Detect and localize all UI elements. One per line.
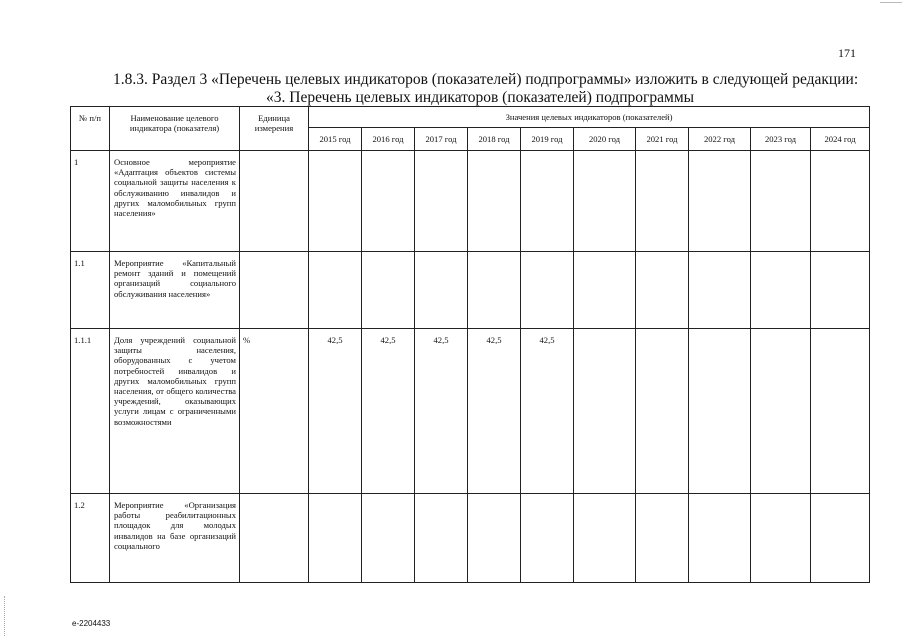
row-number: 1.2 [71,494,110,583]
row-number: 1.1 [71,252,110,329]
header-number: № п/п [71,107,110,151]
value-cell [811,151,870,252]
value-cell [309,252,362,329]
row-number: 1.1.1 [71,329,110,494]
row-number: 1 [71,151,110,252]
header-unit: Единица измерения [240,107,309,151]
table-row [71,494,870,583]
value-cell [751,494,811,583]
value-cell: 42,5 [468,329,521,494]
value-cell [362,494,415,583]
header-year: 2020 год [574,128,636,151]
value-cell: 42,5 [309,329,362,494]
table-title: «3. Перечень целевых индикаторов (показателей) подпрограммы [266,89,695,106]
value-cell [309,494,362,583]
header-year: 2023 год [751,128,811,151]
row-unit [240,252,309,329]
header-indicator-name: Наименование целевого индикатора (показателя) [110,107,240,151]
header-year: 2019 год [521,128,574,151]
row-unit [240,151,309,252]
row-indicator-name: Мероприятие «Капитальный ремонт зданий и помещений организаций социального обслуживания населения» [110,252,240,329]
indicators-table [70,106,870,583]
value-cell [415,252,468,329]
header-year: 2017 год [415,128,468,151]
table-row [71,252,870,329]
value-cell [636,151,689,252]
header-year: 2015 год [309,128,362,151]
value-cell [689,151,751,252]
value-cell [574,494,636,583]
value-cell [751,329,811,494]
value-cell [468,151,521,252]
value-cell [636,252,689,329]
value-cell [362,151,415,252]
value-cell [415,151,468,252]
header-year: 2018 год [468,128,521,151]
table-row [71,329,870,494]
value-cell [468,494,521,583]
section-heading: 1.8.3. Раздел 3 «Перечень целевых индикаторов (показателей) подпрограммы» изложить в следующей редакции: [113,71,859,88]
value-cell [811,494,870,583]
margin-scan-marks [4,596,11,636]
value-cell [811,329,870,494]
header-year: 2022 год [689,128,751,151]
value-cell [636,494,689,583]
row-indicator-name: Доля учреждений социальной защиты населения, оборудованных с учетом потребностей инвалидов и других маломобильных групп населения, от общего количества учреждений, оказывающих услуги лицам с ограниченными возможностями [110,329,240,494]
value-cell [689,252,751,329]
row-indicator-name: Мероприятие «Организация работы реабилитационных площадок для молодых инвалидов на базе организаций социального [110,494,240,583]
value-cell: 42,5 [521,329,574,494]
value-cell [521,252,574,329]
table-row [71,151,870,252]
value-cell [362,252,415,329]
value-cell [521,494,574,583]
header-values: Значения целевых индикаторов (показателей) [309,107,870,128]
value-cell [751,252,811,329]
value-cell [574,151,636,252]
value-cell: 42,5 [415,329,468,494]
row-unit: % [240,329,309,494]
table-header-row [71,107,870,128]
value-cell [636,329,689,494]
value-cell [689,329,751,494]
document-code: е-2204433 [72,619,111,628]
value-cell: 42,5 [362,329,415,494]
row-indicator-name: Основное мероприятие «Адаптация объектов системы социальной защиты населения к обслуживанию инвалидов и других маломобильных групп населения» [110,151,240,252]
value-cell [468,252,521,329]
value-cell [574,252,636,329]
header-year: 2021 год [636,128,689,151]
value-cell [811,252,870,329]
value-cell [751,151,811,252]
value-cell [521,151,574,252]
header-year: 2024 год [811,128,870,151]
value-cell [689,494,751,583]
header-year: 2016 год [362,128,415,151]
value-cell [309,151,362,252]
corner-scan-line [880,2,902,3]
row-unit [240,494,309,583]
value-cell [415,494,468,583]
page-number: 171 [838,46,856,60]
value-cell [574,329,636,494]
